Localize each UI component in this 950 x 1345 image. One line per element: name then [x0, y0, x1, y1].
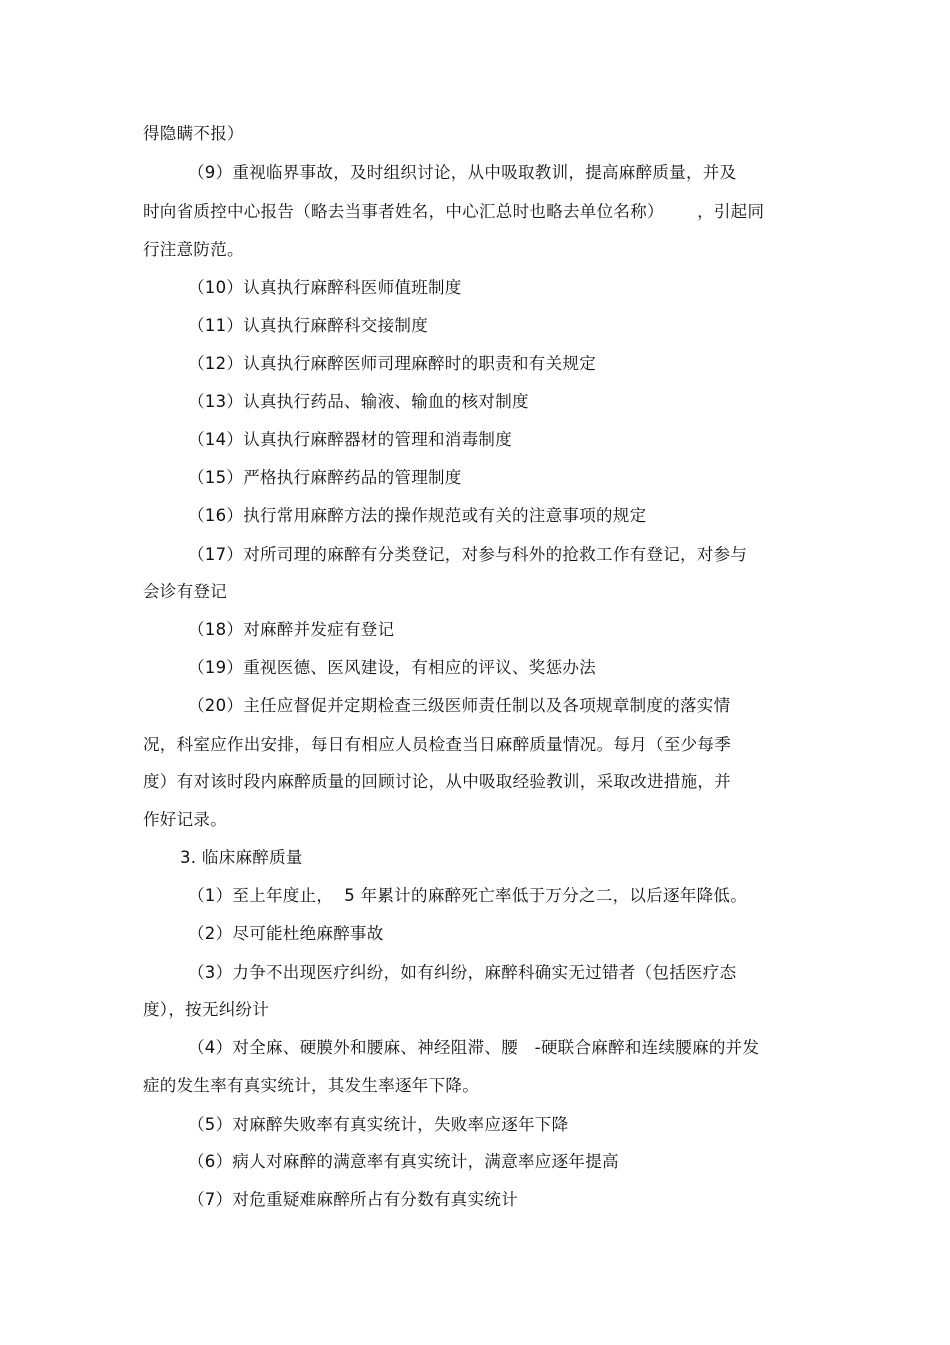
text-line: （17）对所司理的麻醉有分类登记，对参与科外的抢救工作有登记，对参与 [188, 545, 748, 564]
text-line: （10）认真执行麻醉科医师值班制度 [188, 278, 462, 297]
text-line: （18）对麻醉并发症有登记 [188, 620, 395, 639]
text-line: （20）主任应督促并定期检查三级医师责任制以及各项规章制度的落实情 [188, 696, 731, 715]
text-line: （15）严格执行麻醉药品的管理制度 [188, 468, 462, 487]
text-line: （6）病人对麻醉的满意率有真实统计，满意率应逐年提高 [188, 1152, 619, 1171]
text-line: （2）尽可能杜绝麻醉事故 [188, 924, 384, 943]
text-line: 会诊有登记 [143, 582, 227, 601]
text-line: （16）执行常用麻醉方法的操作规范或有关的注意事项的规定 [188, 506, 647, 525]
text-line: （3）力争不出现医疗纠纷，如有纠纷，麻醉科确实无过错者（包括医疗态 [188, 963, 737, 982]
text-line: 得隐瞒不报） [143, 124, 244, 143]
text-line: 度）有对该时段内麻醉质量的回顾讨论，从中吸取经验教训，采取改进措施，并 [143, 772, 731, 791]
text-line: 症的发生率有真实统计，其发生率逐年下降。 [143, 1076, 479, 1095]
text-line: （19）重视医德、医风建设，有相应的评议、奖惩办法 [188, 658, 596, 677]
text-line: （9）重视临界事故，及时组织讨论，从中吸取教训，提高麻醉质量，并及 [188, 163, 737, 182]
text-line: （1）至上年度止， 5 年累计的麻醉死亡率低于万分之二，以后逐年降低。 [188, 886, 748, 905]
text-line: （12）认真执行麻醉医师司理麻醉时的职责和有关规定 [188, 354, 596, 373]
text-line: 况，科室应作出安排，每日有相应人员检查当日麻醉质量情况。每月（至少每季 [143, 735, 731, 754]
text-line: 作好记录。 [143, 810, 227, 829]
text-line: （11）认真执行麻醉科交接制度 [188, 316, 428, 335]
text-line: （5）对麻醉失败率有真实统计，失败率应逐年下降 [188, 1115, 569, 1134]
text-line: （4）对全麻、硬膜外和腰麻、神经阻滞、腰 -硬联合麻醉和连续腰麻的并发 [188, 1038, 760, 1057]
text-line: （7）对危重疑难麻醉所占有分数有真实统计 [188, 1190, 518, 1209]
text-line: （14）认真执行麻醉器材的管理和消毒制度 [188, 430, 512, 449]
text-line: 时向省质控中心报告（略去当事者姓名，中心汇总时也略去单位名称） ，引起同 [143, 202, 765, 221]
section-heading: 3. 临床麻醉质量 [180, 848, 303, 867]
text-line: 度），按无纠纷计 [143, 1000, 270, 1019]
text-line: （13）认真执行药品、输液、输血的核对制度 [188, 392, 529, 411]
text-line: 行注意防范。 [143, 240, 244, 259]
